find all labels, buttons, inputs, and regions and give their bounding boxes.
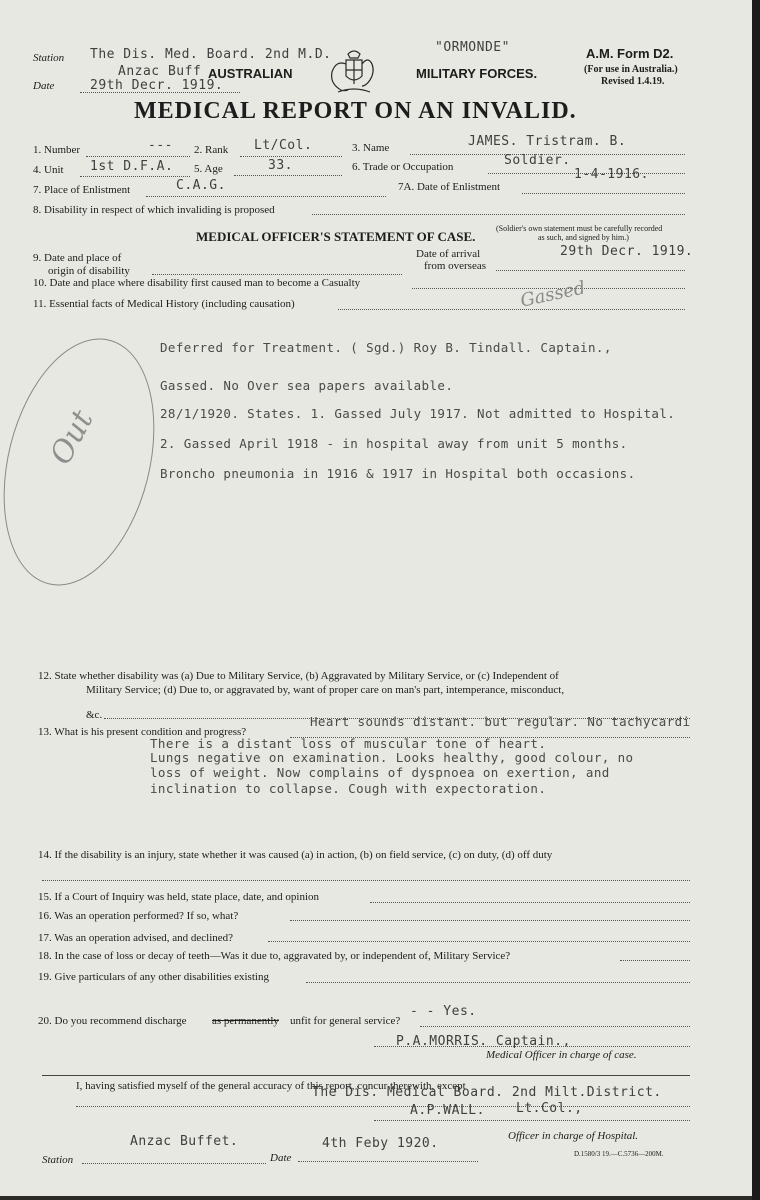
oc-rank: Lt.Col., [516, 1101, 583, 1116]
q20-answer: - - Yes. [410, 1004, 477, 1019]
q20-label: 20. Do you recommend discharge [38, 1015, 187, 1027]
station-value-2: Anzac Buff [118, 64, 202, 79]
date-value: 29th Decr. 1919. [90, 78, 224, 93]
q14-label: 14. If the disability is an injury, state whether it was caused (a) in action, (b) on field service, (c) on duty, (d) off duty [38, 849, 553, 861]
form-revised: Revised 1.4.19. [601, 76, 665, 87]
forces-heading: MILITARY FORCES. [416, 66, 538, 81]
oc-caption: Officer in charge of Hospital. [508, 1130, 639, 1142]
footer-station-label: Station [42, 1154, 74, 1166]
footer-date-label: Date [270, 1152, 292, 1164]
q17-label: 17. Was an operation advised, and declined? [38, 932, 234, 944]
field-5-label: 5. Age [194, 163, 223, 175]
field-7a-label: 7A. Date of Enlistment [398, 181, 501, 193]
history-line-4: 2. Gassed April 1918 - in hospital away from unit 5 months. [160, 436, 628, 451]
coat-of-arms-icon [318, 48, 390, 98]
history-line-2: Gassed. No Over sea papers available. [160, 378, 454, 393]
board-name: The Dis. Medical Board. 2nd Milt.District. [312, 1085, 662, 1100]
field-7a-value: 1-4-1916. [574, 167, 649, 182]
oc-name: A.P.WALL. [410, 1103, 485, 1118]
field-4-value: 1st D.F.A. [90, 159, 174, 174]
field-1-value: --- [148, 138, 173, 153]
q20-struck: as permanently [212, 1015, 279, 1027]
field-7-label: 7. Place of Enlistment [33, 184, 131, 196]
mo-signature: P.A.MORRIS. Captain., [396, 1034, 571, 1049]
station-value: The Dis. Med. Board. 2nd M.D. [90, 47, 332, 62]
q16-label: 16. Was an operation performed? If so, what? [38, 910, 239, 922]
q13-line-1: Heart sounds distant. but regular. No tachycardi [310, 714, 691, 729]
q12-line-1: 12. State whether disability was (a) Due to Military Service, (b) Aggravated by Military Service, or (c) Independent of [38, 670, 559, 682]
arrival-label: Date of arrival [416, 248, 481, 260]
field-10-label: 10. Date and place where disability first caused man to become a Casualty [33, 277, 361, 289]
field-8-label: 8. Disability in respect of which invaliding is proposed [33, 204, 275, 216]
field-1-label: 1. Number [33, 144, 81, 156]
field-6-label: 6. Trade or Occupation [352, 161, 454, 173]
q13-label: 13. What is his present condition and progress? [38, 726, 247, 738]
field-2-label: 2. Rank [194, 144, 229, 156]
q13-line-4: loss of weight. Now complains of dyspnoea on exertion, and [150, 765, 610, 780]
field-9-label: 9. Date and place of [33, 252, 122, 264]
form-use: (For use in Australia.) [584, 64, 678, 75]
scan-edge [752, 0, 760, 1200]
history-line-1: Deferred for Treatment. ( Sgd.) Roy B. Tindall. Captain., [160, 340, 612, 355]
field-3-value: JAMES. Tristram. B. [468, 134, 627, 149]
field-7-value: C.A.G. [176, 178, 226, 193]
mo-caption: Medical Officer in charge of case. [486, 1049, 637, 1061]
field-11-label: 11. Essential facts of Medical History (including causation) [33, 298, 295, 310]
statement-note-2: as such, and signed by him.) [538, 233, 629, 242]
form-number: A.M. Form D2. [586, 46, 674, 61]
field-5-value: 33. [268, 158, 293, 173]
history-line-3: 28/1/1920. States. 1. Gassed July 1917. Not admitted to Hospital. [160, 406, 676, 421]
statement-note-1: (Soldier's own statement must be carefully recorded [496, 224, 663, 233]
q12-line-2: Military Service; (d) Due to, or aggravated by, want of proper care on man's part, intemperance, misconduct, [86, 684, 565, 696]
date-label: Date [33, 80, 55, 92]
handwritten-note: Gassed [518, 277, 588, 312]
q13-line-3: Lungs negative on examination. Looks healthy, good colour, no [150, 750, 634, 765]
q18-label: 18. In the case of loss or decay of teeth—Was it due to, aggravated by, or independent of, Military Service? [38, 950, 511, 962]
q15-label: 15. If a Court of Inquiry was held, state place, date, and opinion [38, 891, 320, 903]
q12-line-3: &c. [86, 709, 103, 721]
statement-heading: MEDICAL OFFICER'S STATEMENT OF CASE. [196, 229, 476, 244]
field-4-label: 4. Unit [33, 164, 64, 176]
q13-line-2: There is a distant loss of muscular tone of heart. [150, 736, 547, 751]
arrival-value: 29th Decr. 1919. [560, 244, 694, 259]
concur-text: I, having satisfied myself of the general accuracy of this report, concur therewith, except [76, 1080, 466, 1092]
footer-station-value: Anzac Buffet. [130, 1134, 239, 1149]
field-2-value: Lt/Col. [254, 138, 313, 153]
field-3-label: 3. Name [352, 142, 390, 154]
footer-date-value: 4th Febу 1920. [322, 1136, 439, 1151]
q20-rest: unfit for general service? [290, 1015, 401, 1027]
ship-name: "ORMONDE" [435, 40, 510, 55]
station-label: Station [33, 52, 65, 64]
q19-label: 19. Give particulars of any other disabilities existing [38, 971, 269, 983]
form-title: MEDICAL REPORT ON AN INVALID. [134, 98, 577, 124]
printer-code: D.1580/3 19.—C.5736—200M. [574, 1150, 664, 1158]
q13-line-5: inclination to collapse. Cough with expectoration. [150, 781, 547, 796]
stamp-text: Out [43, 404, 101, 471]
stamp-circle [0, 323, 178, 602]
arrival-label-2: from overseas [424, 260, 487, 272]
history-line-5: Broncho pneumonia in 1916 & 1917 in Hospital both occasions. [160, 466, 636, 481]
field-6-value: Soldier. [504, 153, 571, 168]
field-9-label-2: origin of disability [48, 265, 130, 277]
country-heading: AUSTRALIAN [208, 66, 293, 81]
